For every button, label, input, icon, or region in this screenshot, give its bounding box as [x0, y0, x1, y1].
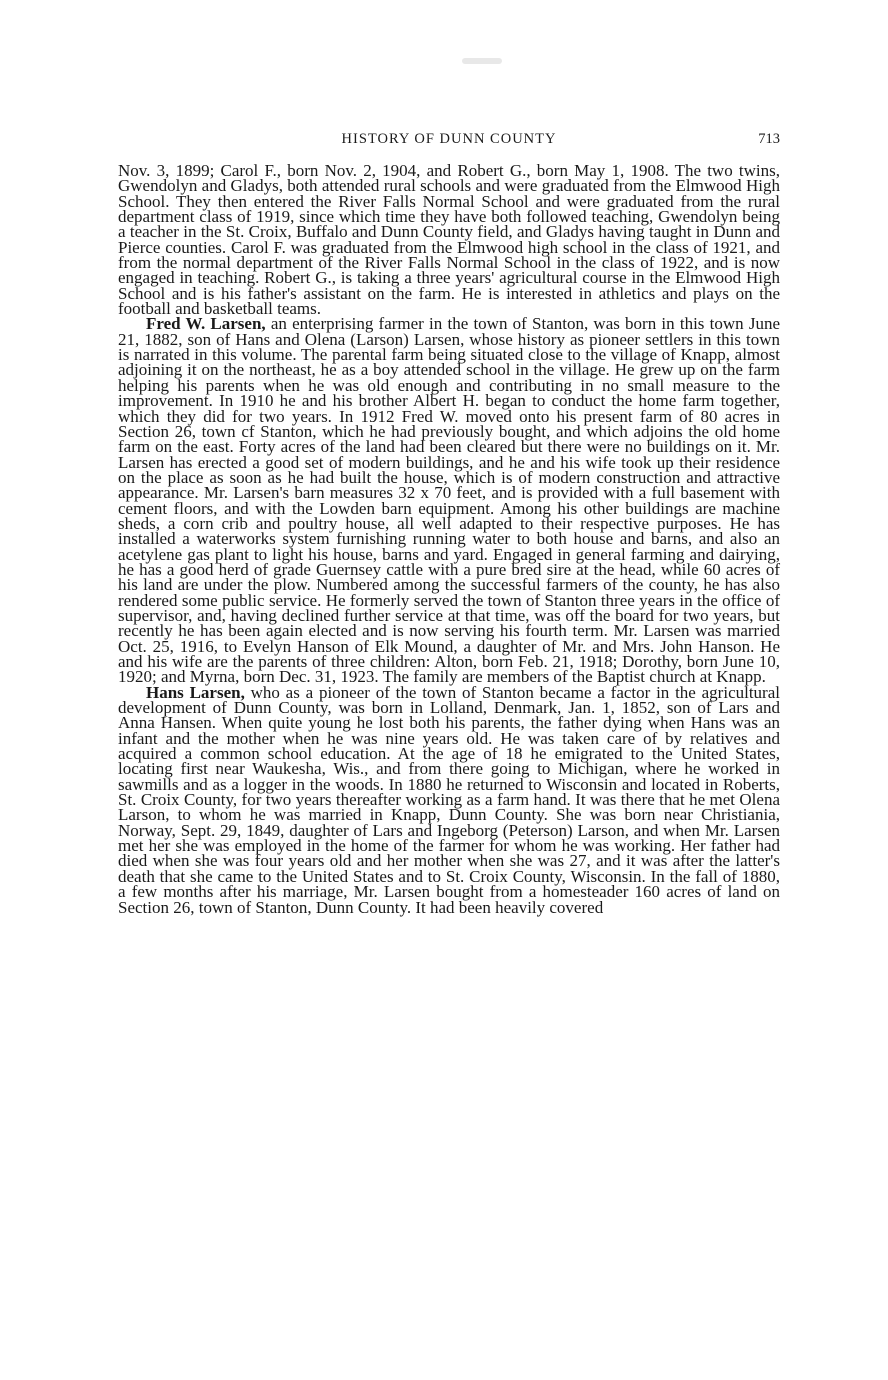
paragraph-text: who as a pioneer of the town of Stanton became a factor in the agricultural development of Dunn County, was born in Lolland, Denmark, Jan. 1, 1852, son of Lars and Anna Hansen. When quite young he lost both his parents, the father dying when Hans was an infant and the mother when he was nine years old. He was taken care of by relatives and acquired a common school education. At the age of 18 he emigrated to the United States, locating first near Waukesha, Wis., and from there going to Michigan, where he worked in sawmills and as a logger in the woods. In 1880 he returned to Wisconsin and located in Roberts, St. Croix County, for two years thereafter working as a farm hand. It was there that he met Olena Larson, to whom he was married in Knapp, Dunn County. She was born near Christiania, Norway, Sept. 29, 1849, daughter of Lars and Ingeborg (Peterson) Larson, and when Mr. Larsen met her she was employed in the home of the farmer for whom he was working. Her father had died when she was four years old and her mother when she was 27, and it was after the latter's death that she came to the United States and to St. Croix County, Wisconsin. In the fall of 1880, a few months after his marriage, Mr. Larsen bought from a homesteader 160 acres of land on Section 26, town of Stanton, Dunn County. It had been heavily covered	[118, 682, 780, 917]
paragraph-fred-larsen	[118, 314, 780, 687]
paragraph-lead-name: Hans Larsen,	[146, 682, 245, 702]
body-text	[118, 163, 780, 915]
paragraph-continued	[118, 161, 780, 319]
running-head: HISTORY OF DUNN COUNTY	[341, 131, 557, 147]
page-smudge	[462, 58, 502, 64]
page-number: 713	[758, 131, 780, 147]
paragraph-hans-larsen	[118, 682, 780, 917]
paragraph-lead-name: Fred W. Larsen,	[146, 314, 266, 334]
paragraph-text: an enterprising farmer in the town of Stanton, was born in this town June 21, 1882, son of Hans and Olena (Larson) Larsen, whose history as pioneer settlers in this town is narrated in this volume. The parental farm being situated close to the village of Knapp, almost adjoining it on the northeast, he as a boy attended school in the village. He grew up on the farm helping his parents when he was old enough and contributing in no small measure to the improvement. In 1910 he and his brother Albert H. began to conduct the home farm together, which they did for two years. In 1912 Fred W. moved onto his present farm of 80 acres in Section 26, town cf Stanton, which he had previously bought, and which adjoins the old home farm on the east. Forty acres of the land had been cleared but there were no buildings on it. Mr. Larsen has erected a good set of modern buildings, and he and his wife took up their residence on the place as soon as he had built the house, which is of modern construction and attractive appearance. Mr. Larsen's barn measures 32 x 70 feet, and is provided with a full basement with cement floors, and with the Lowden barn equipment. Among his other buildings are machine sheds, a corn crib and poultry house, all well adapted to their respective purposes. He has installed a waterworks system furnishing running water to both house and barns, and also an acetylene gas plant to light his house, barns and yard. Engaged in general farming and dairying, he has a good herd of grade Guernsey cattle with a pure bred sire at the head, while 60 acres of his land are under the plow. Numbered among the successful farmers of the county, he has also rendered some public service. He formerly served the town of Stanton three years in the office of supervisor, and, having declined further service at that time, was off the board for two years, but recently he has been again elected and is now serving his fourth term. Mr. Larsen was married Oct. 25, 1916, to Evelyn Hanson of Elk Mound, a daughter of Mr. and Mrs. John Hanson. He and his wife are the parents of three children: Alton, born Feb. 21, 1918; Dorothy, born June 10, 1920; and Myrna, born Dec. 31, 1923. The family are members of the Baptist church at Knapp.	[118, 314, 780, 687]
paragraph-text: Nov. 3, 1899; Carol F., born Nov. 2, 1904, and Robert G., born May 1, 1908. The two twins, Gwendolyn and Gladys, both attended rural schools and were graduated from the Elmwood High School. They then entered the River Falls Normal School and were graduated from the rural department class of 1919, since which time they have both followed teaching, Gwendolyn being a teacher in the St. Croix, Buffalo and Dunn County field, and Gladys having taught in Dunn and Pierce counties. Carol F. was graduated from the Elmwood high school in the class of 1921, and from the normal department of the River Falls Normal School in the class of 1922, and is now engaged in teaching. Robert G., is taking a three years' agricultural course in the Elmwood High School and is his father's assistant on the farm. He is interested in athletics and plays on the football and basketball teams.	[118, 161, 780, 319]
page-header	[118, 131, 780, 153]
